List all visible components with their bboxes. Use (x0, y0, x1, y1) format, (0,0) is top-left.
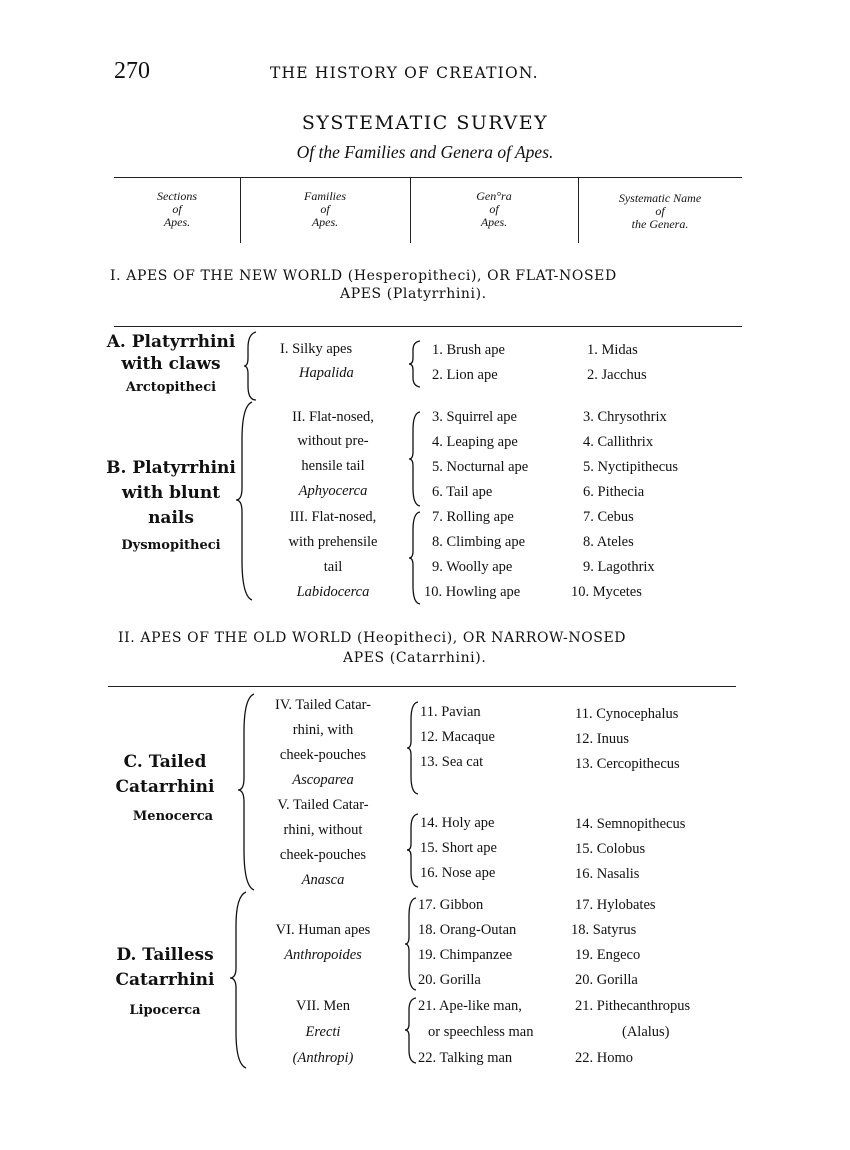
genus-17-systematic: 17. Hylobates (575, 897, 656, 913)
family-v-brace-icon (406, 812, 420, 890)
genus-5: 5. Nocturnal ape (432, 459, 529, 475)
family-v-latin: Anasca (301, 872, 345, 888)
family-ii-latin: Aphyocerca (298, 483, 368, 499)
genus-2-systematic: 2. Jacchus (587, 367, 647, 383)
genus-5-systematic: 5. Nyctipithecus (583, 459, 679, 475)
family-iii-line3: tail (323, 559, 343, 575)
page-subtitle: Of the Families and Genera of Apes. (296, 142, 554, 162)
section-a-brace-icon (244, 330, 258, 402)
part2-heading-line2: APES (Catarrhini). (343, 650, 487, 666)
section-b-label: B. Platyrrhini (106, 458, 236, 478)
family-iv-line2: rhini, with (292, 722, 354, 738)
genus-15: 15. Short ape (420, 840, 497, 856)
running-head: THE HISTORY OF CREATION. (270, 64, 539, 82)
genus-9-systematic: 9. Lagothrix (583, 559, 655, 575)
genus-16: 16. Nose ape (420, 865, 496, 881)
genus-7: 7. Rolling ape (432, 509, 514, 525)
genus-21-systematic: 21. Pithecanthropus (575, 998, 691, 1014)
column-header-genera: Gen°ra of Apes. (476, 189, 512, 229)
genus-20: 20. Gorilla (418, 972, 481, 988)
genus-9: 9. Woolly ape (432, 559, 513, 575)
family-iv-brace-icon (406, 700, 420, 796)
section-a-label-line2: with claws (121, 354, 221, 374)
section-b-scientific: Dysmopitheci (121, 538, 221, 553)
genus-13: 13. Sea cat (420, 754, 484, 770)
genus-17: 17. Gibbon (418, 897, 484, 913)
family-vii-latin-2: (Anthropi) (292, 1050, 354, 1066)
genus-4-systematic: 4. Callithrix (583, 434, 654, 450)
genus-12-systematic: 12. Inuus (575, 731, 629, 747)
family-i-latin: Hapalida (299, 365, 354, 381)
family-vi-latin: Anthropoides (284, 947, 362, 963)
genus-4: 4. Leaping ape (432, 434, 518, 450)
section-d-label: D. Tailless (116, 945, 214, 965)
genus-3-systematic: 3. Chrysothrix (583, 409, 667, 425)
family-ii-brace-icon (408, 410, 422, 508)
genus-18-systematic: 18. Satyrus (571, 922, 637, 938)
genus-20-systematic: 20. Gorilla (575, 972, 638, 988)
genus-13-systematic: 13. Cercopithecus (575, 756, 680, 772)
genus-6-systematic: 6. Pithecia (583, 484, 645, 500)
genus-3: 3. Squirrel ape (432, 409, 517, 425)
genus-6: 6. Tail ape (432, 484, 493, 500)
genus-15-systematic: 15. Colobus (575, 841, 646, 857)
part1-heading-line1: I. APES OF THE NEW WORLD (Hesperopitheci), OR FLAT-NOSED (110, 268, 617, 284)
family-v-line1: V. Tailed Catar- (277, 797, 369, 813)
page-number: 270 (114, 58, 150, 84)
family-i-brace-icon (408, 340, 422, 388)
genus-19-systematic: 19. Engeco (575, 947, 641, 963)
section-d-brace-icon (228, 890, 250, 1070)
genus-22-systematic: 22. Homo (575, 1050, 633, 1066)
genus-2: 2. Lion ape (432, 367, 498, 383)
genus-19: 19. Chimpanzee (418, 947, 513, 963)
genus-1: 1. Brush ape (432, 342, 505, 358)
genus-16-systematic: 16. Nasalis (575, 866, 640, 882)
section-b-label-line2: with blunt (121, 483, 221, 503)
genus-11-systematic: 11. Cynocephalus (575, 706, 679, 722)
section-c-label-line2: Catarrhini (115, 777, 215, 797)
family-vi-brace-icon (404, 896, 418, 992)
family-vii-brace-icon (404, 996, 418, 1066)
genus-11: 11. Pavian (420, 704, 481, 720)
genus-14-systematic: 14. Semnopithecus (575, 816, 686, 832)
genus-22: 22. Talking man (418, 1050, 513, 1066)
genus-12: 12. Macaque (420, 729, 495, 745)
family-vii-latin: Erecti (305, 1024, 341, 1040)
header-top-rule (114, 177, 742, 178)
genus-18: 18. Orang-Outan (418, 922, 517, 938)
section-d-scientific: Lipocerca (129, 1003, 201, 1018)
section-b-brace-icon (234, 400, 256, 602)
section-c-label: C. Tailed (123, 752, 207, 772)
column-header-families: Families of Apes. (304, 189, 346, 229)
section-c-scientific: Menocerca (132, 809, 214, 824)
genus-7-systematic: 7. Cebus (583, 509, 634, 525)
genus-21-line2: or speechless man (428, 1024, 534, 1040)
family-vi-name: VI. Human apes (275, 922, 371, 938)
genus-10-systematic: 10. Mycetes (571, 584, 642, 600)
family-iv-latin: Ascoparea (292, 772, 354, 788)
genus-21: 21. Ape-like man, (418, 998, 522, 1014)
genus-21-systematic-line2: (Alalus) (622, 1024, 670, 1040)
family-i-name: I. Silky apes (280, 341, 353, 357)
page-title: SYSTEMATIC SURVEY (301, 112, 549, 134)
section-b-label-line3: nails (148, 508, 194, 528)
section-d-label-line2: Catarrhini (115, 970, 215, 990)
genus-14: 14. Holy ape (420, 815, 495, 831)
family-iv-line1: IV. Tailed Catar- (274, 697, 371, 713)
column-header-sections: Sections of Apes. (157, 189, 197, 229)
section-a-label: A. Platyrrhini (106, 332, 236, 352)
family-iii-latin: Labidocerca (296, 584, 370, 600)
family-iv-line3: cheek-pouches (279, 747, 367, 763)
family-iii-line2: with prehensile (288, 534, 378, 550)
family-v-line3: cheek-pouches (279, 847, 367, 863)
part1-rule (114, 326, 742, 327)
section-a-scientific: Arctopitheci (125, 380, 217, 395)
family-ii-line2: without pre- (297, 433, 369, 449)
genus-1-systematic: 1. Midas (587, 342, 638, 358)
genus-8: 8. Climbing ape (432, 534, 526, 550)
part2-heading-line1: II. APES OF THE OLD WORLD (Heopitheci), OR NARROW-NOSED (118, 630, 627, 646)
family-ii-line3: hensile tail (301, 458, 365, 474)
genus-8-systematic: 8. Ateles (583, 534, 634, 550)
part2-rule (108, 686, 736, 687)
column-header-systematic-name: Systematic Name of the Genera. (618, 191, 702, 231)
genus-10: 10. Howling ape (424, 584, 521, 600)
part1-heading-line2: APES (Platyrrhini). (340, 286, 487, 302)
family-vii-name: VII. Men (296, 998, 350, 1014)
family-ii-line1: II. Flat-nosed, (292, 409, 374, 425)
family-iii-line1: III. Flat-nosed, (289, 509, 377, 525)
family-v-line2: rhini, without (283, 822, 363, 838)
family-iii-brace-icon (408, 510, 422, 606)
